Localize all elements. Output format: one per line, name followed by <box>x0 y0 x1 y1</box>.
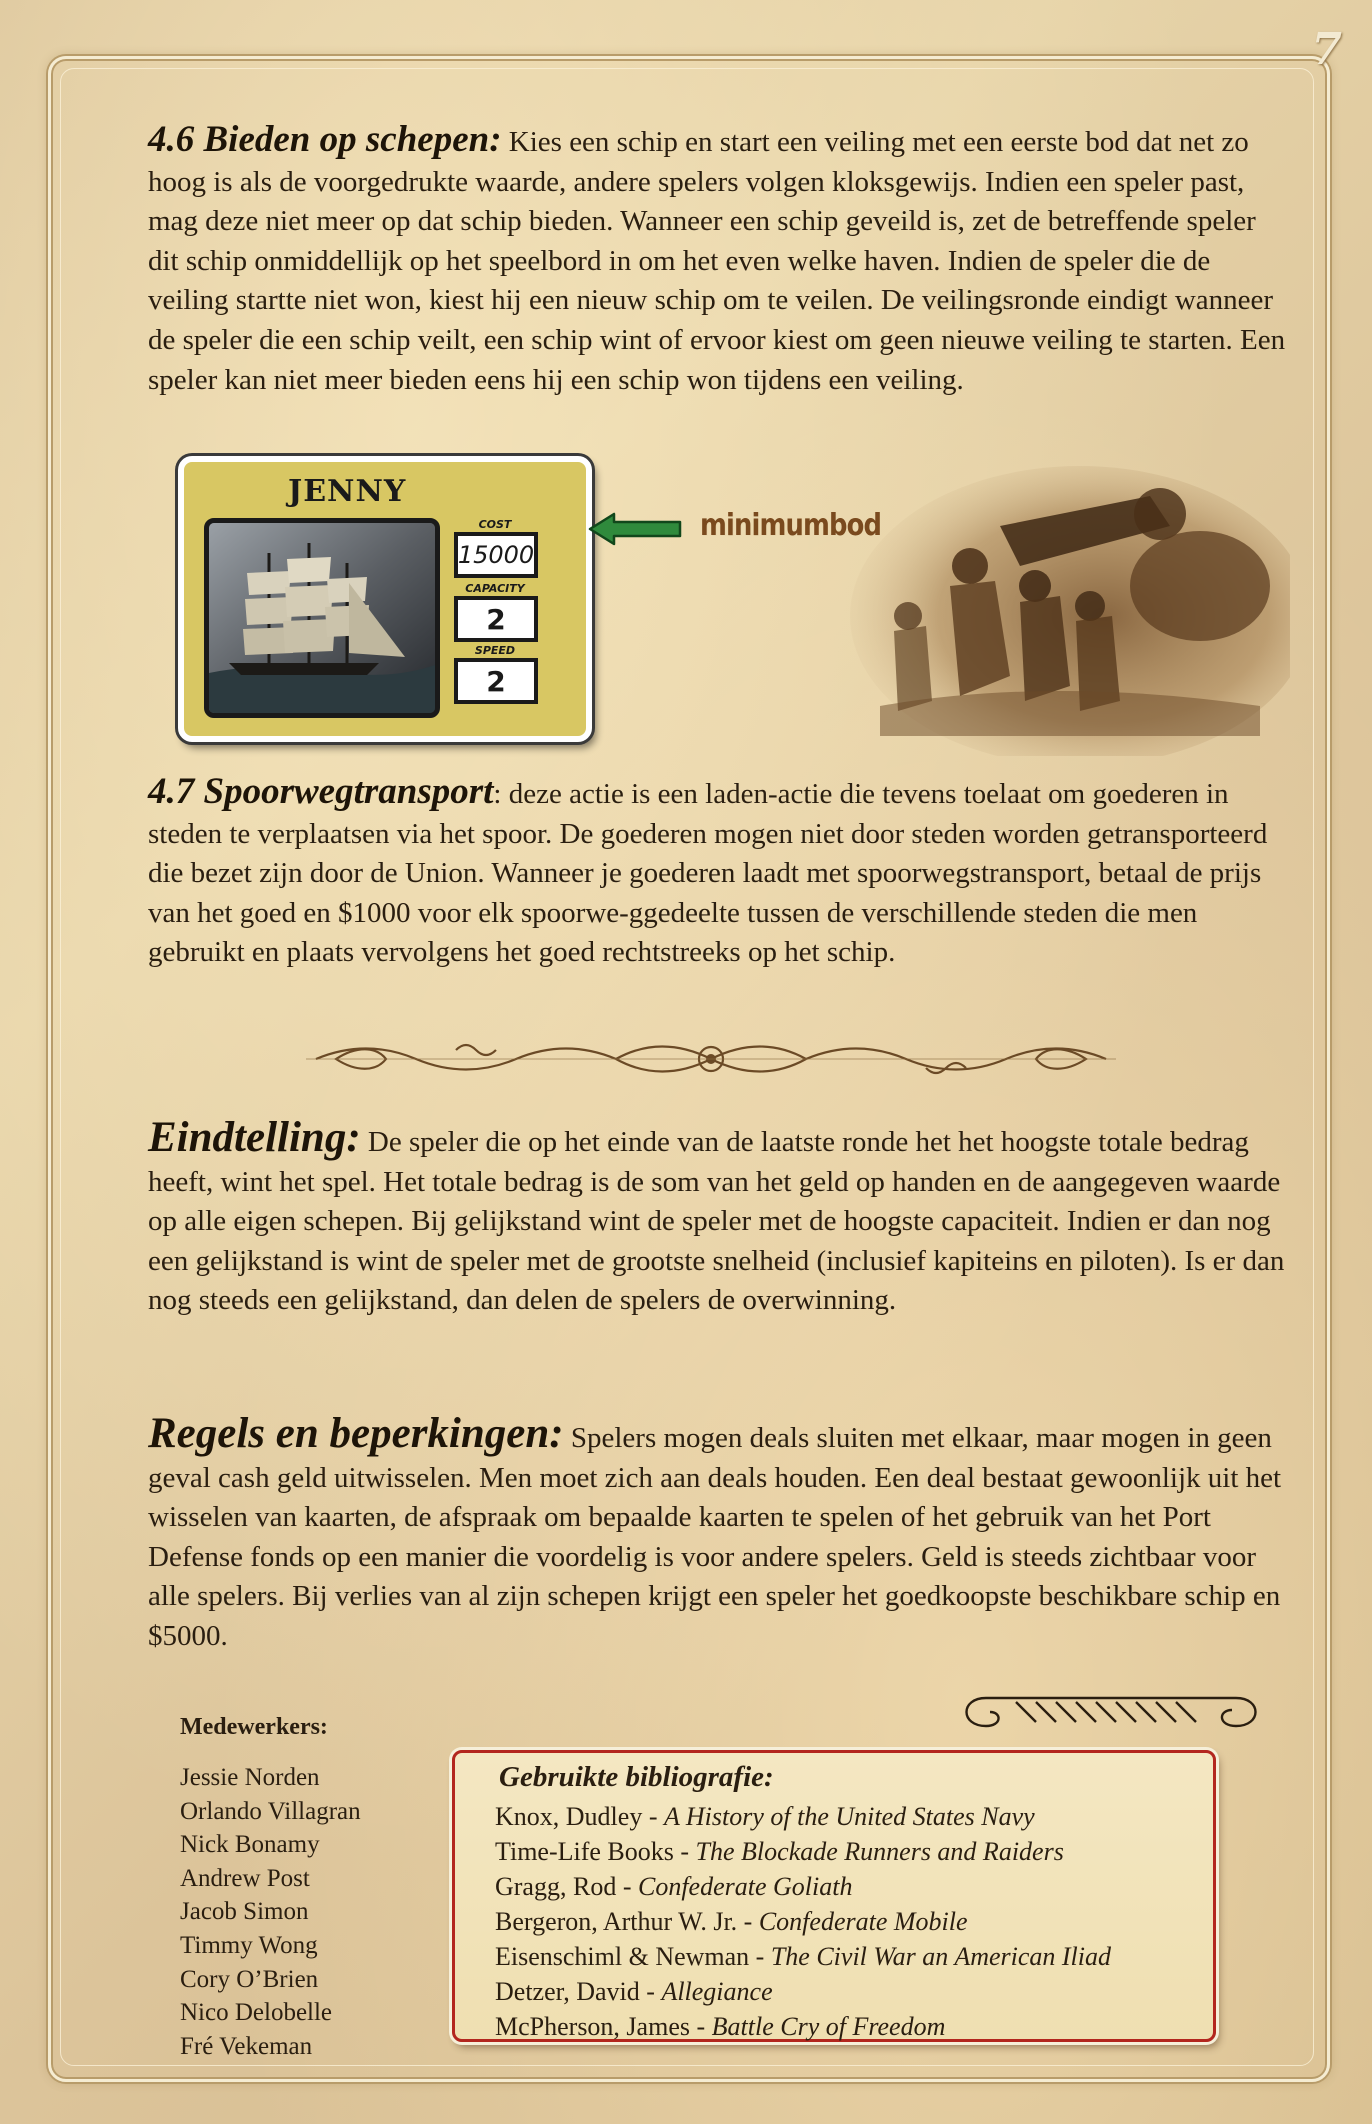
bibliography-title: A History of the United States Navy <box>663 1802 1035 1831</box>
minimum-bid-annotation: minimumbod <box>700 508 882 543</box>
page-number: 7 <box>1311 24 1342 75</box>
ship-card <box>178 456 592 742</box>
left-arrow-icon <box>588 512 684 546</box>
bibliography-entry <box>495 1974 1111 2009</box>
credit-name: Fré Vekeman <box>180 2032 313 2060</box>
section-regels-en-beperkingen <box>148 1410 1288 1657</box>
ship-illustration <box>204 518 440 718</box>
credits <box>180 1714 440 2063</box>
body-bieden-op-schepen: Kies een schip en start een veiling met een eerste bod dat net zo hoog is als de voorgedrukte waarde, andere spelers volgen kloksgewijs. Indien een speler past, mag deze niet meer op dat schip bieden. Wanneer een schip geveild is, zet de betreffende speler dit schip onmiddellijk op het speelbord in om het even welke haven. Indien de speler die de veiling startte niet won, kiest hij een nieuw schip om te veilen. De veilingsronde eindigt wanneer de speler die een schip veilt, een schip wint of ervoor kiest om geen nieuwe veiling te starten. Een speler kan niet meer bieden eens hij een schip won tijdens een veiling. <box>148 126 1286 396</box>
heading-regels-en-beperkingen: Regels en beperkingen: <box>148 1410 564 1457</box>
bibliography-author: McPherson, James - <box>495 2012 712 2041</box>
credit-name: Cory O’Brien <box>180 1965 319 1993</box>
body-spoorwegtransport: : deze actie is een laden-actie die tevens toelaat om goederen in steden te verplaatsen via het spoor. De goederen mogen niet door steden worden getransporteerd die bezet zijn door de Union. Wanneer je goederen laadt met spoorwegstransport, betaal de prijs van het goed en $1000 voor elk spoorwe-ggedeelte tussen de verschillende steden die men gebruikt en plaats vervolgens het goed rechtstreeks op het schip. <box>148 778 1268 969</box>
section-spoorwegtransport <box>148 772 1288 973</box>
heading-spoorwegtransport: 4.7 Spoorwegtransport <box>148 771 494 812</box>
cost-value: 15000 <box>454 532 538 578</box>
bibliography-box <box>452 1750 1216 2042</box>
capacity-label: CAPACITY <box>465 582 525 595</box>
bibliography-title: The Civil War an American Iliad <box>770 1942 1112 1971</box>
body-regels-en-beperkingen: Spelers mogen deals sluiten met elkaar, maar mogen in geen geval cash geld uitwisselen. Men moet zich aan deals houden. Een deal bestaat gewoonlijk uit het wisselen van kaarten, de afspraak om bepaalde kaarten te spelen of het gebruik van het Port Defense fonds op een manier die voordelig is voor andere spelers. Geld is steeds zichtbaar voor alle spelers. Bij verlies van al zijn schepen krijgt een speler het goedkoopste beschikbare schip en $5000. <box>148 1422 1282 1652</box>
bibliography-title: Confederate Mobile <box>758 1907 968 1936</box>
credit-name: Timmy Wong <box>180 1931 318 1959</box>
capacity-value: 2 <box>454 596 538 642</box>
bibliography-list <box>495 1799 1111 2044</box>
heading-eindtelling: Eindtelling: <box>148 1114 361 1161</box>
bibliography-author: Eisenschiml & Newman - <box>495 1942 771 1971</box>
body-eindtelling: De speler die op het einde van de laatste ronde het het hoogste totale bedrag heeft, wint het spel. Het totale bedrag is de som van het geld op handen en de aangegeven waarde op alle eigen schepen. Bij gelijkstand wint de speler met de hoogste capaciteit. Indien er dan nog een gelijkstand is wint de speler met de grootste snelheid (inclusief kapiteins en piloten). Is er dan nog steeds een gelijkstand, dan delen de spelers de overwinning. <box>148 1126 1285 1317</box>
bibliography-author: Detzer, David - <box>495 1977 662 2006</box>
sailing-ship-icon <box>209 523 435 713</box>
credit-name: Jessie Norden <box>180 1764 320 1791</box>
scroll-ornament <box>956 1688 1266 1738</box>
section-eindtelling <box>148 1114 1288 1321</box>
credit-name: Jacob Simon <box>180 1898 309 1926</box>
ornamental-divider <box>306 1030 1116 1088</box>
credit-name: Andrew Post <box>180 1864 310 1892</box>
bibliography-entry <box>495 1939 1111 1974</box>
bibliography-author: Knox, Dudley - <box>495 1802 664 1831</box>
bibliography-title: The Blockade Runners and Raiders <box>695 1837 1064 1866</box>
credit-name: Orlando Villagran <box>180 1797 361 1825</box>
bibliography-entry <box>495 1904 1111 1939</box>
bibliography-author: Bergeron, Arthur W. Jr. - <box>495 1907 759 1936</box>
heading-bieden-op-schepen: 4.6 Bieden op schepen: <box>148 119 502 160</box>
bibliography-entry <box>495 2009 1111 2044</box>
credit-name: Nick Bonamy <box>180 1831 320 1859</box>
speed-value: 2 <box>454 658 538 704</box>
speed-label: SPEED <box>474 644 516 657</box>
bibliography-title: Battle Cry of Freedom <box>711 2012 946 2041</box>
ship-card-name: JENNY <box>288 474 407 509</box>
bibliography-entry <box>495 1869 1111 1904</box>
bibliography-entry <box>495 1834 1111 1869</box>
credit-name: Nico Delobelle <box>180 1999 333 2027</box>
bibliography-heading: Gebruikte bibliografie: <box>499 1761 774 1793</box>
bibliography-title: Allegiance <box>661 1977 773 2006</box>
section-bieden-op-schepen <box>148 120 1288 400</box>
credits-list <box>180 1761 440 2063</box>
bibliography-author: Gragg, Rod - <box>495 1872 638 1901</box>
bibliography-entry <box>495 1799 1111 1834</box>
bibliography-title: Confederate Goliath <box>637 1872 853 1901</box>
cost-label: COST <box>478 518 512 531</box>
credits-heading: Medewerkers: <box>180 1714 328 1740</box>
cannon-crew-illustration <box>820 456 1290 756</box>
bibliography-author: Time-Life Books - <box>495 1837 696 1866</box>
